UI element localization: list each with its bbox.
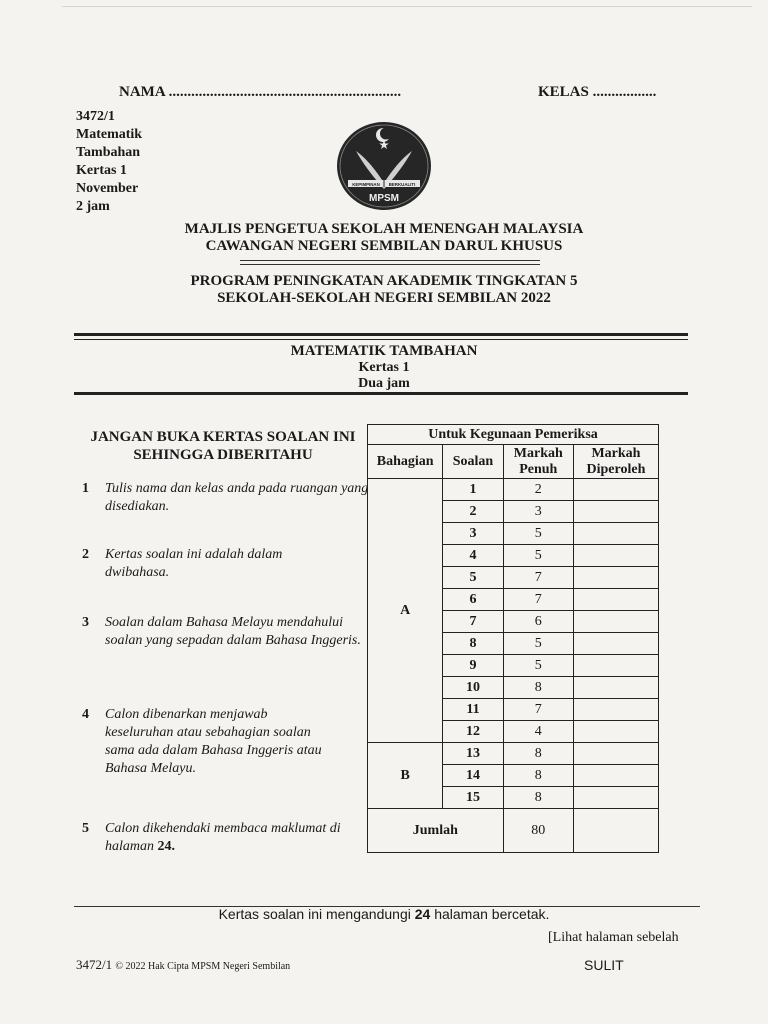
exam-month: November <box>76 181 139 196</box>
instruction-page-ref: 24. <box>157 839 175 854</box>
soalan-cell: 13 <box>443 743 503 765</box>
soalan-cell: 2 <box>443 501 503 523</box>
col-markah-penuh-line-2: Penuh <box>519 461 558 477</box>
organisation-line-2: CAWANGAN NEGERI SEMBILAN DARUL KHUSUS <box>205 238 563 254</box>
title-subject: MATEMATIK TAMBAHAN <box>290 343 478 359</box>
soalan-cell: 14 <box>443 765 503 787</box>
title-paper: Kertas 1 <box>358 360 410 375</box>
exam-duration: 2 jam <box>76 199 110 214</box>
markah-penuh-cell: 8 <box>503 743 573 765</box>
col-markah-diperoleh-line-1: Markah <box>591 445 641 461</box>
organisation-divider <box>240 260 540 265</box>
col-markah-penuh-line-1: Markah <box>513 445 563 461</box>
markah-penuh-cell: 3 <box>503 501 573 523</box>
soalan-cell: 8 <box>443 633 503 655</box>
markah-diperoleh-cell[interactable] <box>573 479 658 501</box>
see-next-page: [Lihat halaman sebelah <box>548 930 679 945</box>
page-count-number: 24 <box>414 906 431 922</box>
copyright-text: © 2022 Hak Cipta MPSM Negeri Sembilan <box>115 961 291 972</box>
markah-diperoleh-cell[interactable] <box>573 567 658 589</box>
soalan-cell: 1 <box>443 479 503 501</box>
nama-dots: .............................................................. <box>168 84 402 100</box>
instruction-number: 5 <box>82 821 89 836</box>
markah-diperoleh-cell[interactable] <box>573 765 658 787</box>
organisation-line-1: MAJLIS PENGETUA SEKOLAH MENENGAH MALAYSIA <box>184 221 584 237</box>
paper-number: Kertas 1 <box>76 163 127 178</box>
total-value: 80 <box>503 809 573 853</box>
instructions-heading-line-2: SEHINGGA DIBERITAHU <box>133 447 313 463</box>
instruction-text: Calon dibenarkan menjawab keseluruhan atau sebahagian soalan sama ada dalam Bahasa Inggeris atau Bahasa Melayu. <box>105 707 322 776</box>
instruction-item <box>82 820 372 856</box>
instruction-number: 1 <box>82 481 89 496</box>
col-markah-diperoleh-line-2: Diperoleh <box>586 461 646 477</box>
col-soalan: Soalan <box>443 445 503 479</box>
markah-penuh-cell: 7 <box>503 589 573 611</box>
page-count-note <box>0 906 768 922</box>
program-line-1: PROGRAM PENINGKATAN AKADEMIK TINGKATAN 5 <box>190 273 578 289</box>
markah-penuh-cell: 4 <box>503 721 573 743</box>
markah-penuh-cell: 5 <box>503 545 573 567</box>
markah-penuh-cell: 8 <box>503 765 573 787</box>
col-markah-penuh <box>503 445 573 479</box>
total-diperoleh-cell[interactable] <box>573 809 658 853</box>
instruction-text: Tulis nama dan kelas anda pada ruangan yang disediakan. <box>105 481 369 514</box>
section-b-cell: B <box>368 743 443 809</box>
instruction-text <box>105 820 365 856</box>
soalan-cell: 12 <box>443 721 503 743</box>
markah-diperoleh-cell[interactable] <box>573 501 658 523</box>
markah-penuh-cell: 5 <box>503 523 573 545</box>
page-count-prefix: Kertas soalan ini mengandungi <box>218 906 415 922</box>
markah-diperoleh-cell[interactable] <box>573 633 658 655</box>
title-bottom-rule <box>74 392 688 395</box>
logo-abbr: MPSM <box>369 193 399 204</box>
kelas-label: KELAS <box>538 84 589 100</box>
markah-penuh-cell: 7 <box>503 567 573 589</box>
markah-penuh-cell: 5 <box>503 655 573 677</box>
instruction-item <box>82 614 372 668</box>
soalan-cell: 11 <box>443 699 503 721</box>
soalan-cell: 3 <box>443 523 503 545</box>
col-bahagian: Bahagian <box>368 445 443 479</box>
markah-penuh-cell: 5 <box>503 633 573 655</box>
markah-diperoleh-cell[interactable] <box>573 743 658 765</box>
logo-banner-left: KEPIMPINAN <box>352 181 380 187</box>
markah-diperoleh-cell[interactable] <box>573 699 658 721</box>
markah-penuh-cell: 7 <box>503 699 573 721</box>
paper-code: 3472/1 <box>76 109 115 124</box>
section-a-cell: A <box>368 479 443 743</box>
title-top-thin-rule <box>74 339 688 340</box>
instruction-text-prefix: Calon dikehendaki membaca maklumat di halaman <box>105 821 341 854</box>
copyright-line <box>76 957 290 973</box>
instruction-number: 4 <box>82 707 89 722</box>
soalan-cell: 15 <box>443 787 503 809</box>
markah-diperoleh-cell[interactable] <box>573 611 658 633</box>
total-label: Jumlah <box>368 809 504 853</box>
instruction-item <box>82 706 372 778</box>
subject-line-2: Tambahan <box>76 145 141 160</box>
logo-banner-right: BERKUALITI <box>388 181 416 187</box>
mpsm-logo-icon <box>336 121 432 211</box>
markah-penuh-cell: 6 <box>503 611 573 633</box>
markah-diperoleh-cell[interactable] <box>573 655 658 677</box>
program-line-2: SEKOLAH-SEKOLAH NEGERI SEMBILAN 2022 <box>217 290 551 306</box>
top-edge-line <box>62 0 752 7</box>
soalan-cell: 4 <box>443 545 503 567</box>
instruction-text: Kertas soalan ini adalah dalam dwibahasa. <box>105 547 283 580</box>
markah-penuh-cell: 8 <box>503 677 573 699</box>
markah-penuh-cell: 8 <box>503 787 573 809</box>
subject-line-1: Matematik <box>76 127 143 142</box>
instruction-item <box>82 480 372 516</box>
markah-diperoleh-cell[interactable] <box>573 545 658 567</box>
soalan-cell: 9 <box>443 655 503 677</box>
examiner-table <box>367 424 659 853</box>
table-row <box>368 743 659 765</box>
paper-info-block <box>76 108 142 216</box>
instruction-text: Soalan dalam Bahasa Melayu mendahului soalan yang sepadan dalam Bahasa Inggeris. <box>105 615 361 648</box>
instructions-heading <box>88 428 358 464</box>
markah-diperoleh-cell[interactable] <box>573 523 658 545</box>
soalan-cell: 6 <box>443 589 503 611</box>
nama-label: NAMA <box>119 84 165 100</box>
col-markah-diperoleh <box>573 445 658 479</box>
title-duration: Dua jam <box>358 376 410 391</box>
nama-field <box>119 84 401 101</box>
sulit-mark: SULIT <box>584 957 624 973</box>
instructions-heading-line-1: JANGAN BUKA KERTAS SOALAN INI <box>90 429 356 445</box>
markah-penuh-cell: 2 <box>503 479 573 501</box>
kelas-field <box>538 84 656 101</box>
markah-diperoleh-cell[interactable] <box>573 589 658 611</box>
footer-paper-code: 3472/1 <box>76 957 113 972</box>
instruction-item <box>82 546 372 582</box>
markah-diperoleh-cell[interactable] <box>573 721 658 743</box>
instruction-number: 3 <box>82 615 89 630</box>
markah-diperoleh-cell[interactable] <box>573 787 658 809</box>
examiner-table-title: Untuk Kegunaan Pemeriksa <box>368 425 659 445</box>
soalan-cell: 10 <box>443 677 503 699</box>
instruction-number: 2 <box>82 547 89 562</box>
soalan-cell: 7 <box>443 611 503 633</box>
markah-diperoleh-cell[interactable] <box>573 677 658 699</box>
total-row <box>368 809 659 853</box>
page-count-suffix: halaman bercetak. <box>430 906 550 922</box>
table-row <box>368 479 659 501</box>
title-top-rule <box>74 333 688 336</box>
soalan-cell: 5 <box>443 567 503 589</box>
kelas-dots: ................. <box>592 84 657 100</box>
